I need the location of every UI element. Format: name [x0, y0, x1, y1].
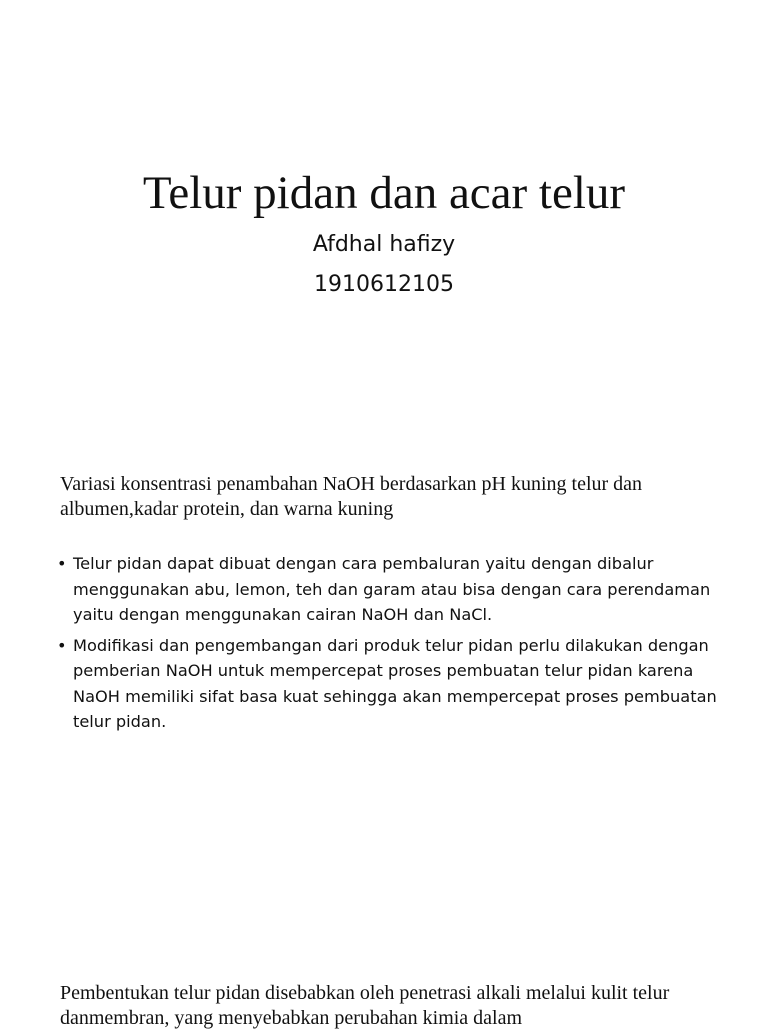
- title-slide: [0, 0, 768, 430]
- bullet-text: Modifikasi dan pengembangan dari produk telur pidan perlu dilakukan dengan pemberian NaOH untuk mempercepat proses pembuatan telur pidan karena NaOH memiliki sifat basa kuat sehingga akan mempercepat proses pembuatan telur pidan.: [73, 635, 717, 731]
- student-id: 1910612105: [314, 272, 454, 297]
- bullet-item: [57, 551, 717, 628]
- bullet-text: Telur pidan dapat dibuat dengan cara pembaluran yaitu dengan dibalur menggunakan abu, lemon, teh dan garam atau bisa dengan cara perendaman yaitu dengan menggunakan cairan NaOH dan NaCl.: [73, 554, 711, 624]
- bullet-icon: •: [57, 554, 67, 573]
- content-slide: [0, 430, 768, 970]
- bullet-item: [57, 633, 717, 735]
- bullet-icon: •: [57, 635, 67, 655]
- slide-body-text: Pembentukan telur pidan disebabkan oleh penetrasi alkali melalui kulit telur danmembran, yang menyebabkan perubahan kimia dalam: [60, 982, 670, 1029]
- bullet-list: [57, 551, 717, 740]
- author-name: Afdhal hafizy: [312, 232, 456, 257]
- presentation-title: Telur pidan dan acar telur: [142, 167, 626, 219]
- partial-slide: [0, 970, 768, 1029]
- slide-heading: Variasi konsentrasi penambahan NaOH berdasarkan pH kuning telur dan albumen,kadar protein, dan warna kuning: [60, 473, 643, 520]
